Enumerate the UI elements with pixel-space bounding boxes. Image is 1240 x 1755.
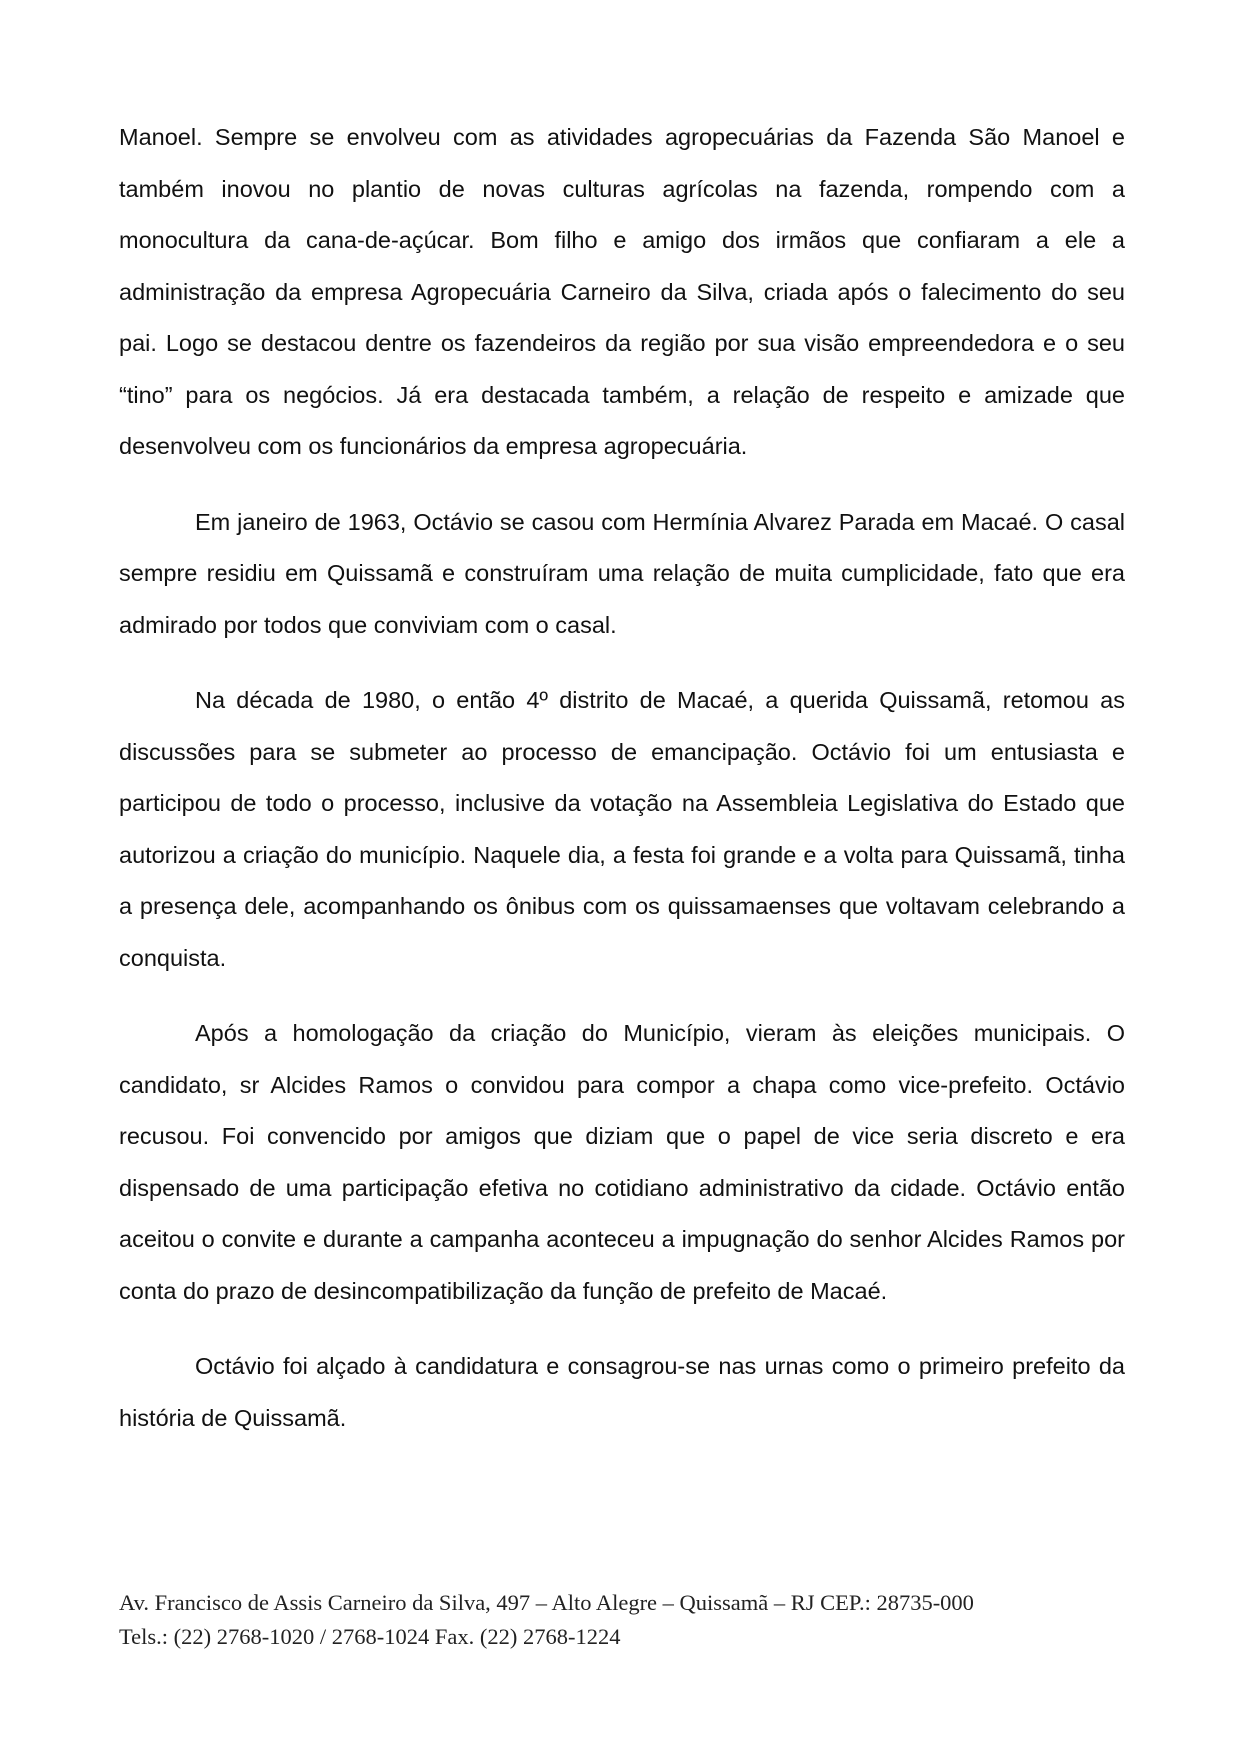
paragraph: Na década de 1980, o então 4º distrito de Macaé, a querida Quissamã, retomou as discussões para se submeter ao processo de emancipação. Octávio foi um entusiasta e participou de todo o processo, inclusive da votação na Assembleia Legislativa do Estado que autorizou a criação do município. Naquele dia, a festa foi grande e a volta para Quissamã, tinha a presença dele, acompanhando os ônibus com os quissamaenses que voltavam celebrando a conquista. xyxy=(119,687,1125,971)
footer-phones: Tels.: (22) 2768-1020 / 2768-1024 Fax. (22) 2768-1224 xyxy=(119,1624,621,1649)
paragraph: Manoel. Sempre se envolveu com as atividades agropecuárias da Fazenda São Manoel e também inovou no plantio de novas culturas agrícolas na fazenda, rompendo com a monocultura da cana-de-açúcar. Bom filho e amigo dos irmãos que confiaram a ele a administração da empresa Agropecuária Carneiro da Silva, criada após o falecimento do seu pai. Logo se destacou dentre os fazendeiros da região por sua visão empreendedora e o seu “tino” para os negócios. Já era destacada também, a relação de respeito e amizade que desenvolveu com os funcionários da empresa agropecuária. xyxy=(119,124,1125,459)
footer-address: Av. Francisco de Assis Carneiro da Silva, 497 – Alto Alegre – Quissamã – RJ CEP.: 28735-000 xyxy=(119,1590,974,1615)
paragraph: Octávio foi alçado à candidatura e consagrou-se nas urnas como o primeiro prefeito da história de Quissamã. xyxy=(119,1353,1125,1431)
paragraph: Após a homologação da criação do Município, vieram às eleições municipais. O candidato, sr Alcides Ramos o convidou para compor a chapa como vice-prefeito. Octávio recusou. Foi convencido por amigos que diziam que o papel de vice seria discreto e era dispensado de uma participação efetiva no cotidiano administrativo da cidade. Octávio então aceitou o convite e durante a campanha aconteceu a impugnação do senhor Alcides Ramos por conta do prazo de desincompatibilização da função de prefeito de Macaé. xyxy=(119,1020,1125,1304)
page-footer xyxy=(119,1586,1125,1654)
paragraph: Em janeiro de 1963, Octávio se casou com Hermínia Alvarez Parada em Macaé. O casal sempre residiu em Quissamã e construíram uma relação de muita cumplicidade, fato que era admirado por todos que conviviam com o casal. xyxy=(119,508,1125,638)
document-body xyxy=(119,112,1125,1468)
